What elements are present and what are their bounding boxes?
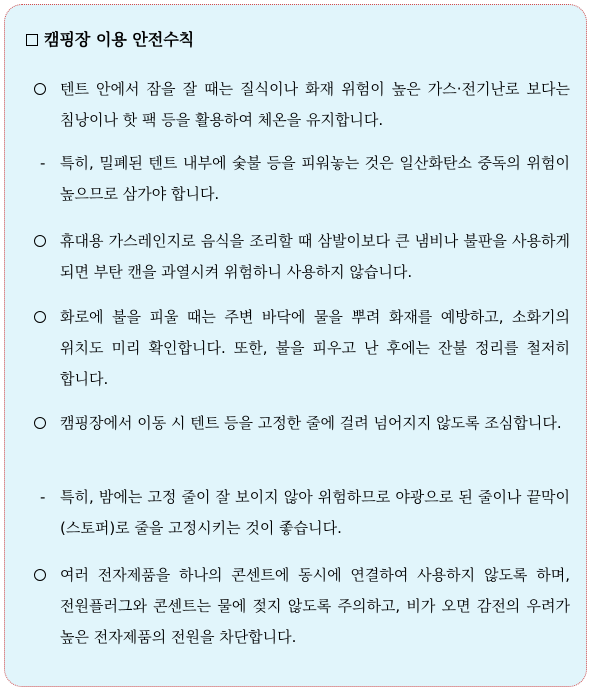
page-title [26, 28, 194, 52]
list-item: 텐트 안에서 잠을 잘 때는 질식이나 화재 위험이 높은 가스·전기난로 보다는 침낭이나 핫 팩 등을 활용하여 체온을 유지합니다. [60, 80, 570, 129]
list-item: 휴대용 가스레인지로 음식을 조리할 때 삼발이보다 큰 냄비나 불판을 사용하게 되면 부탄 캔을 과열시켜 위험하니 사용하지 않습니다. [60, 232, 570, 281]
list-item: 여러 전자제품을 하나의 콘센트에 동시에 연결하여 사용하지 않도록 하며, 전원플러그와 콘센트는 물에 젖지 않도록 주의하고, 비가 오면 감전의 우려가 높은 전자제품의 전원을 차단합니다. [60, 566, 570, 646]
circle-bullet-icon [34, 311, 46, 323]
checkbox-square-icon [26, 34, 38, 46]
list-item: 캠핑장에서 이동 시 텐트 등을 고정한 줄에 걸려 넘어지지 않도록 조심합니다. [60, 414, 562, 432]
dash-marker: - [40, 154, 46, 172]
title-text: 캠핑장 이용 안전수칙 [44, 30, 195, 49]
dash-marker: - [40, 488, 46, 506]
circle-bullet-icon [34, 569, 46, 581]
circle-bullet-icon [34, 417, 46, 429]
circle-bullet-icon [34, 235, 46, 247]
list-item: 화로에 불을 피울 때는 주변 바닥에 물을 뿌려 화재를 예방하고, 소화기의 위치도 미리 확인합니다. 또한, 불을 피우고 난 후에는 잔불 정리를 철저히 합니다. [60, 308, 570, 388]
list-item: 특히, 밤에는 고정 줄이 잘 보이지 않아 위험하므로 야광으로 된 줄이나 끝막이(스토퍼)로 줄을 고정시키는 것이 좋습니다. [60, 488, 570, 537]
circle-bullet-icon [34, 83, 46, 95]
list-item: 특히, 밀폐된 텐트 내부에 숯불 등을 피워놓는 것은 일산화탄소 중독의 위험이 높으므로 삼가야 합니다. [60, 154, 570, 203]
